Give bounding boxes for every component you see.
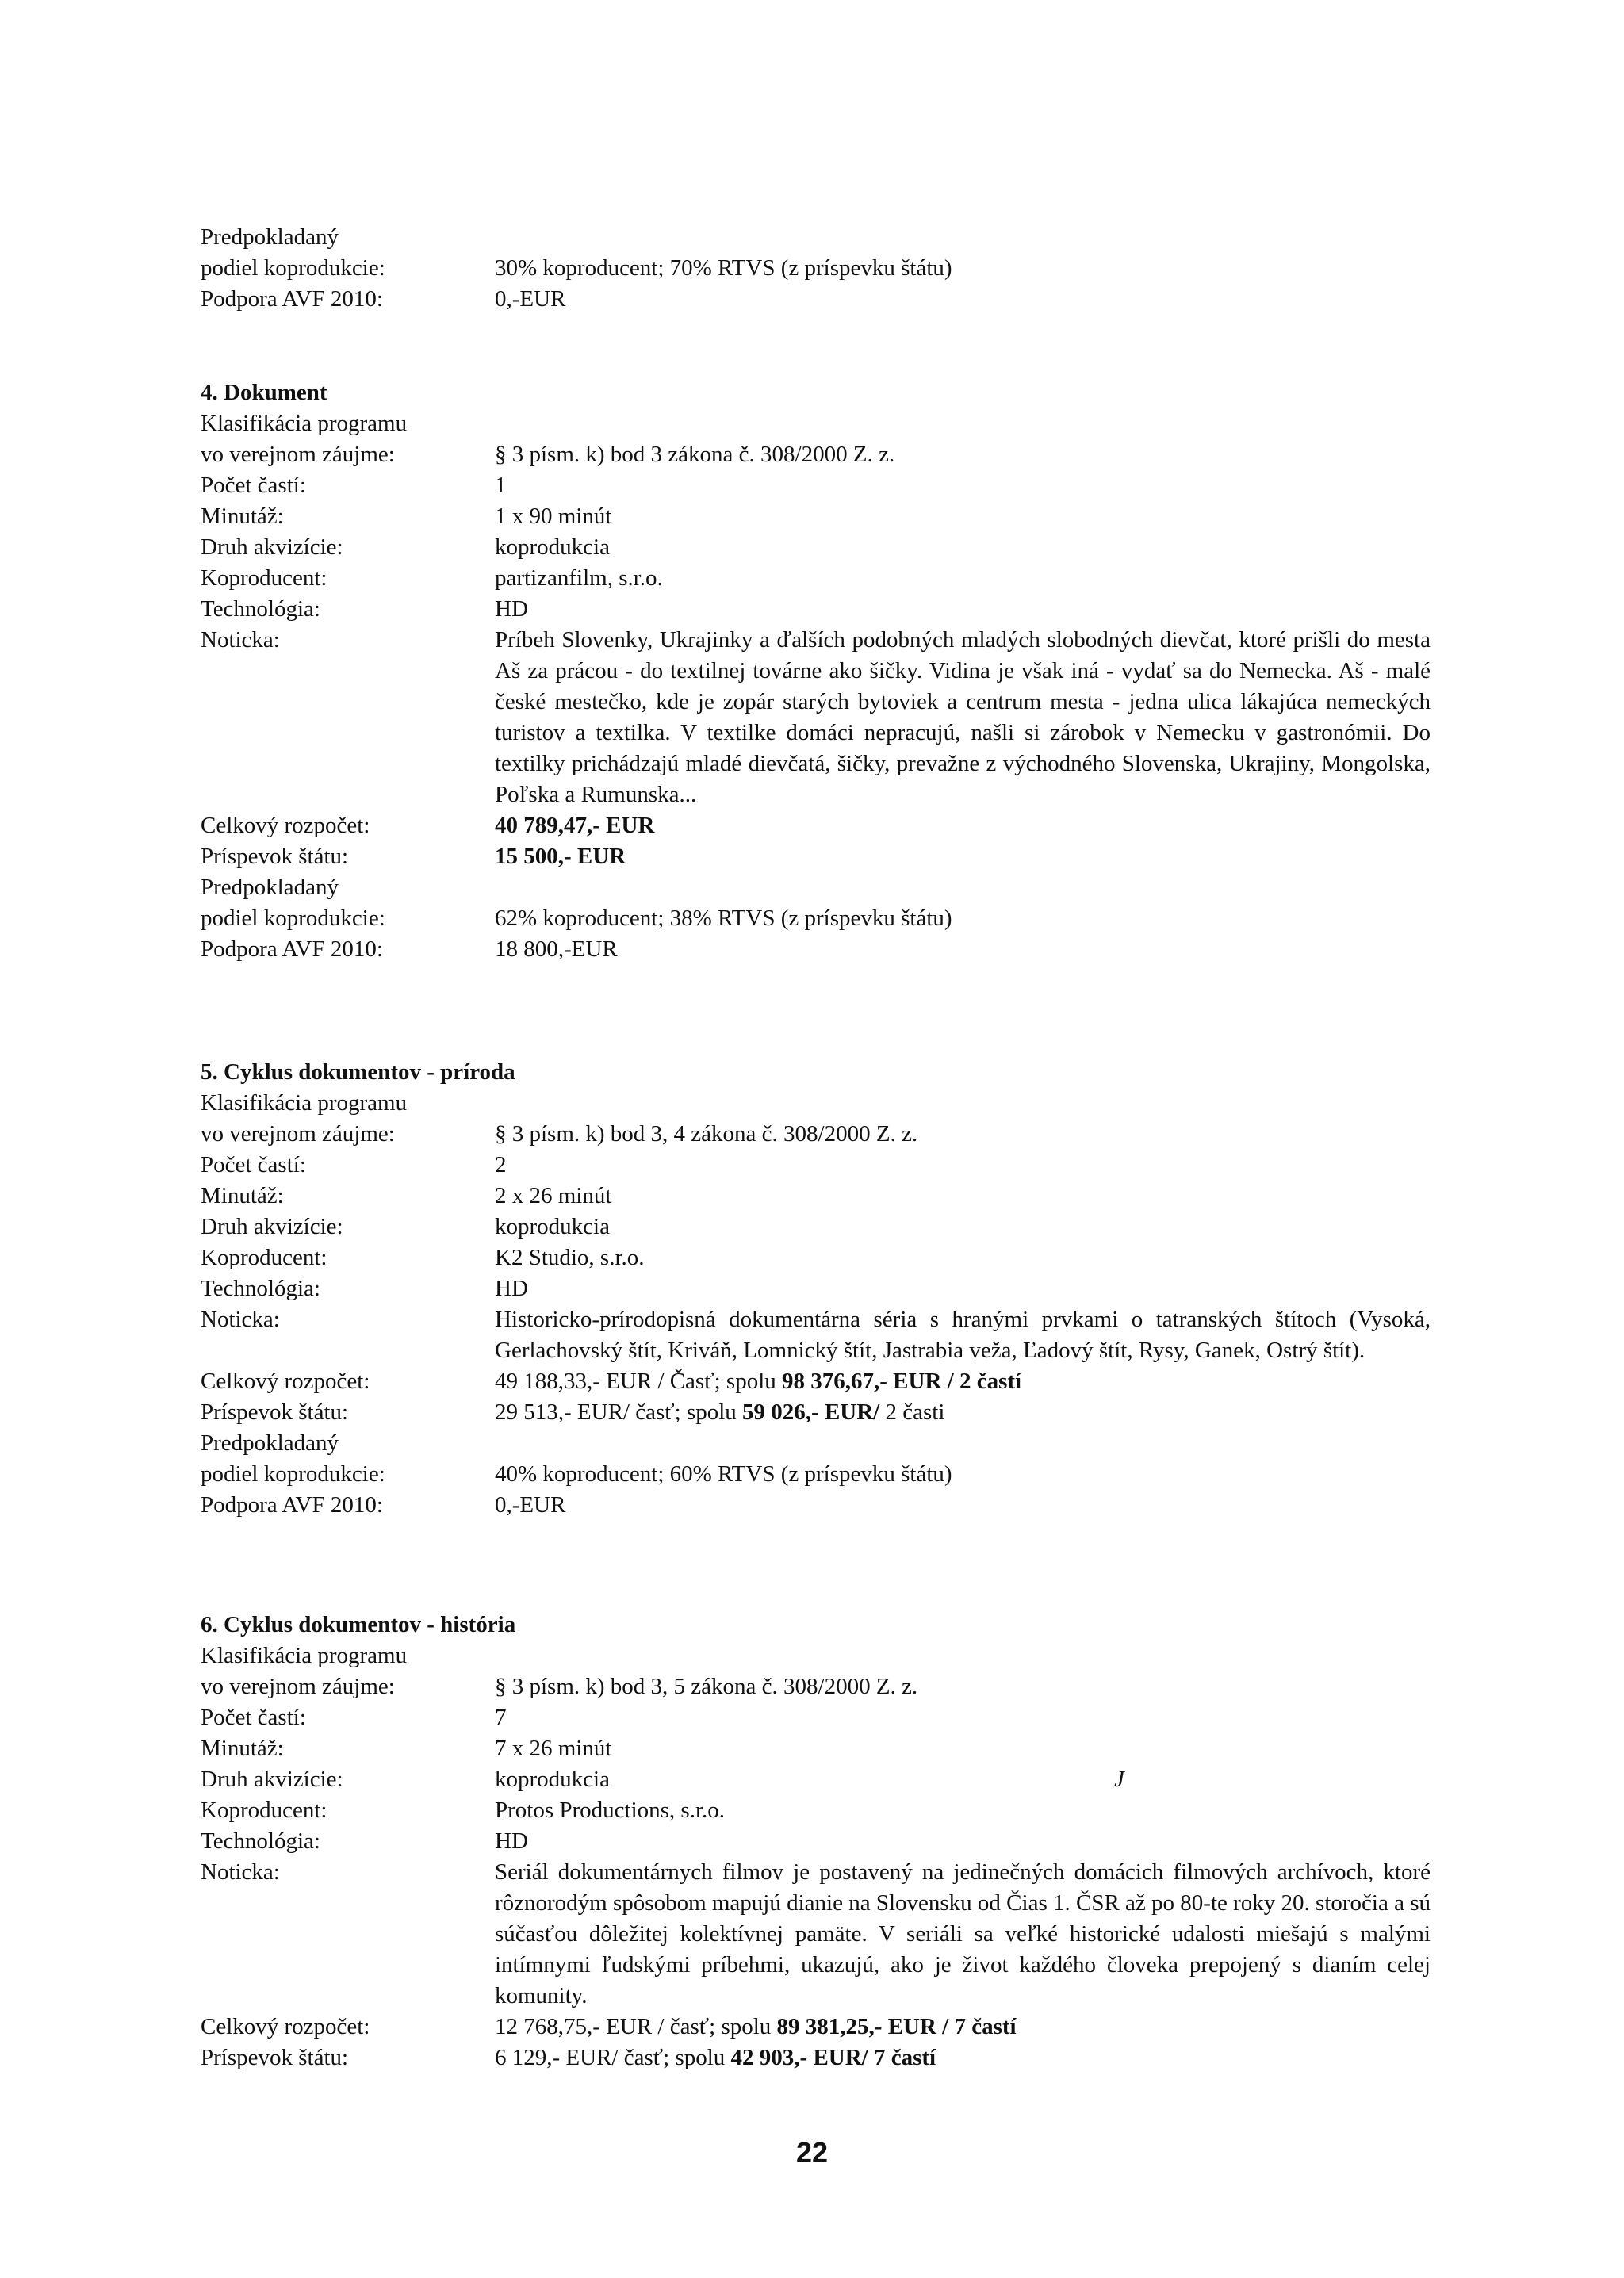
label-predpokladany: Predpokladaný	[201, 875, 339, 900]
section-6	[201, 1610, 1438, 2073]
value-technologia: HD	[495, 596, 528, 622]
label-minutaz: Minutáž:	[201, 503, 284, 529]
label-pocet-casti: Počet častí:	[201, 1705, 306, 1730]
value-total: 89 381,25,- EUR / 7 častí	[776, 2014, 1017, 2039]
margin-mark: J	[1114, 1767, 1124, 1792]
value-parts: 2 časti	[879, 1399, 945, 1425]
label-pocet-casti: Počet častí:	[201, 1152, 306, 1177]
value-per-part: 6 129,- EUR/ časť; spolu	[495, 2045, 731, 2070]
value-prispevok-statu	[495, 2043, 936, 2073]
label-verejny-zaujem: vo verejnom záujme:	[201, 1674, 395, 1699]
label-koproducent: Koproducent:	[201, 1245, 327, 1270]
label-klasifikacia: Klasifikácia programu	[201, 1090, 408, 1116]
label-prispevok-statu: Príspevok štátu:	[201, 844, 349, 869]
label-podpora-avf: Podpora AVF 2010:	[201, 936, 383, 962]
value-pocet-casti: 1	[495, 473, 507, 498]
value-per-part: 12 768,75,- EUR / časť; spolu	[495, 2014, 777, 2039]
value-per-part: 29 513,- EUR/ časť; spolu	[495, 1399, 743, 1425]
label-noticka: Noticka:	[201, 1307, 280, 1332]
label-noticka: Noticka:	[201, 627, 280, 653]
label-podiel: podiel koprodukcie:	[201, 905, 385, 931]
label-minutaz: Minutáž:	[201, 1183, 284, 1208]
value-druh-akvizicie: koprodukcia	[495, 534, 610, 560]
label-prispevok-statu: Príspevok štátu:	[201, 2045, 349, 2070]
value-koproducent: Protos Productions, s.r.o.	[495, 1798, 726, 1823]
value-technologia: HD	[495, 1828, 528, 1854]
label-minutaz: Minutáž:	[201, 1736, 284, 1761]
label-predpokladany: Predpokladaný	[201, 1430, 339, 1456]
label-technologia: Technológia:	[201, 596, 320, 622]
value-noticka: Historicko-prírodopisná dokumentárna séria s hranými prvkami o tatranských štítoch (Vysoká, Gerlachovský štít, Kriváň, Lomnický štít, Jastrabia veža, Ľadový štít, Rysy, Ganek, Ostrý štít).	[495, 1307, 1431, 1363]
value-minutaz: 2 x 26 minút	[495, 1183, 612, 1208]
label-verejny-zaujem: vo verejnom záujme:	[201, 1121, 395, 1147]
label-celkovy-rozpocet: Celkový rozpočet:	[201, 2014, 370, 2039]
value-celkovy-rozpocet: 40 789,47,- EUR	[495, 813, 655, 838]
value-celkovy-rozpocet	[495, 1366, 1021, 1397]
label-celkovy-rozpocet: Celkový rozpočet:	[201, 813, 370, 838]
label-prispevok-statu: Príspevok štátu:	[201, 1399, 349, 1425]
label-druh-akvizicie: Druh akvizície:	[201, 534, 343, 560]
label-koproducent: Koproducent:	[201, 1798, 327, 1823]
label-verejny-zaujem: vo verejnom záujme:	[201, 442, 395, 467]
label-predpokladany: Predpokladaný	[201, 224, 339, 250]
value-total: 59 026,- EUR/	[742, 1399, 880, 1425]
value-per-part: 49 188,33,- EUR / Časť; spolu	[495, 1369, 783, 1394]
value-noticka: Seriál dokumentárnych filmov je postavený na jedinečných domácich filmových archívoch, ktoré rôznorodým spôsobom mapujú dianie na Slovensku od Čias 1. ČSR až po 80-te roky 20. storočia a sú súčasťou dôležitej kolektívnej pamäte. V seriáli sa veľké historické udalosti miešajú s malými intímnymi ľudskými príbehmi, ukazujú, ako je život každého človeka prepojený s dianím celej komunity.	[495, 1859, 1431, 2008]
value-podpora-avf: 0,-EUR	[495, 1492, 566, 1518]
section-heading: 4. Dokument	[201, 380, 327, 405]
section-5	[201, 1057, 1438, 1521]
section-4	[201, 377, 1438, 965]
label-koproducent: Koproducent:	[201, 565, 327, 591]
value-celkovy-rozpocet	[495, 2012, 1017, 2043]
section-heading: 6. Cyklus dokumentov - história	[201, 1612, 516, 1637]
value-podpora-avf: 18 800,-EUR	[495, 936, 618, 962]
label-podpora-avf: Podpora AVF 2010:	[201, 286, 383, 312]
value-podiel: 30% koproducent; 70% RTVS (z príspevku štátu)	[495, 255, 952, 281]
value-podpora-avf: 0,-EUR	[495, 286, 566, 312]
label-podiel: podiel koprodukcie:	[201, 1461, 385, 1487]
value-total: 42 903,- EUR/ 7 častí	[730, 2045, 936, 2070]
label-pocet-casti: Počet častí:	[201, 473, 306, 498]
value-podiel: 40% koproducent; 60% RTVS (z príspevku štátu)	[495, 1461, 952, 1487]
value-minutaz: 7 x 26 minút	[495, 1736, 612, 1761]
label-podpora-avf: Podpora AVF 2010:	[201, 1492, 383, 1518]
value-druh-akvizicie: koprodukcia	[495, 1214, 610, 1239]
value-minutaz: 1 x 90 minút	[495, 503, 612, 529]
label-druh-akvizicie: Druh akvizície:	[201, 1767, 343, 1792]
label-druh-akvizicie: Druh akvizície:	[201, 1214, 343, 1239]
value-klasifikacia: § 3 písm. k) bod 3 zákona č. 308/2000 Z. z.	[495, 442, 895, 467]
label-technologia: Technológia:	[201, 1828, 320, 1854]
label-podiel: podiel koprodukcie:	[201, 255, 385, 281]
value-podiel: 62% koproducent; 38% RTVS (z príspevku štátu)	[495, 905, 952, 931]
section-heading: 5. Cyklus dokumentov - príroda	[201, 1059, 515, 1085]
section-3-tail	[201, 222, 1438, 315]
value-technologia: HD	[495, 1276, 528, 1301]
value-pocet-casti: 2	[495, 1152, 507, 1177]
label-celkovy-rozpocet: Celkový rozpočet:	[201, 1369, 370, 1394]
label-klasifikacia: Klasifikácia programu	[201, 1643, 408, 1668]
value-noticka: Príbeh Slovenky, Ukrajinky a ďalších podobných mladých slobodných dievčat, ktoré prišli do mesta Aš za prácou - do textilnej továrne ako šičky. Vidina je však iná - vydať sa do Nemecka. Aš - malé české mestečko, kde je zopár starých bytoviek a centrum mesta - jedna ulica lákajúca nemeckých turistov a textilka. V textilke domáci nepracujú, našli si zárobok v Nemecku v gastronómii. Do textilky prichádzajú mladé dievčatá, šičky, prevažne z východného Slovenska, Ukrajiny, Mongolska, Poľska a Rumunska...	[495, 627, 1431, 807]
page-number: 22	[795, 2136, 829, 2169]
label-klasifikacia: Klasifikácia programu	[201, 411, 408, 436]
value-klasifikacia: § 3 písm. k) bod 3, 4 zákona č. 308/2000 Z. z.	[495, 1121, 918, 1147]
value-prispevok-statu	[495, 1397, 944, 1428]
label-technologia: Technológia:	[201, 1276, 320, 1301]
value-total: 98 376,67,- EUR / 2 častí	[782, 1369, 1022, 1394]
value-pocet-casti: 7	[495, 1705, 507, 1730]
value-koproducent: K2 Studio, s.r.o.	[495, 1245, 645, 1270]
label-noticka: Noticka:	[201, 1859, 280, 1885]
value-koproducent: partizanfilm, s.r.o.	[495, 565, 663, 591]
value-prispevok-statu: 15 500,- EUR	[495, 844, 626, 869]
value-klasifikacia: § 3 písm. k) bod 3, 5 zákona č. 308/2000 Z. z.	[495, 1674, 918, 1699]
value-druh-akvizicie: koprodukcia	[495, 1767, 610, 1792]
